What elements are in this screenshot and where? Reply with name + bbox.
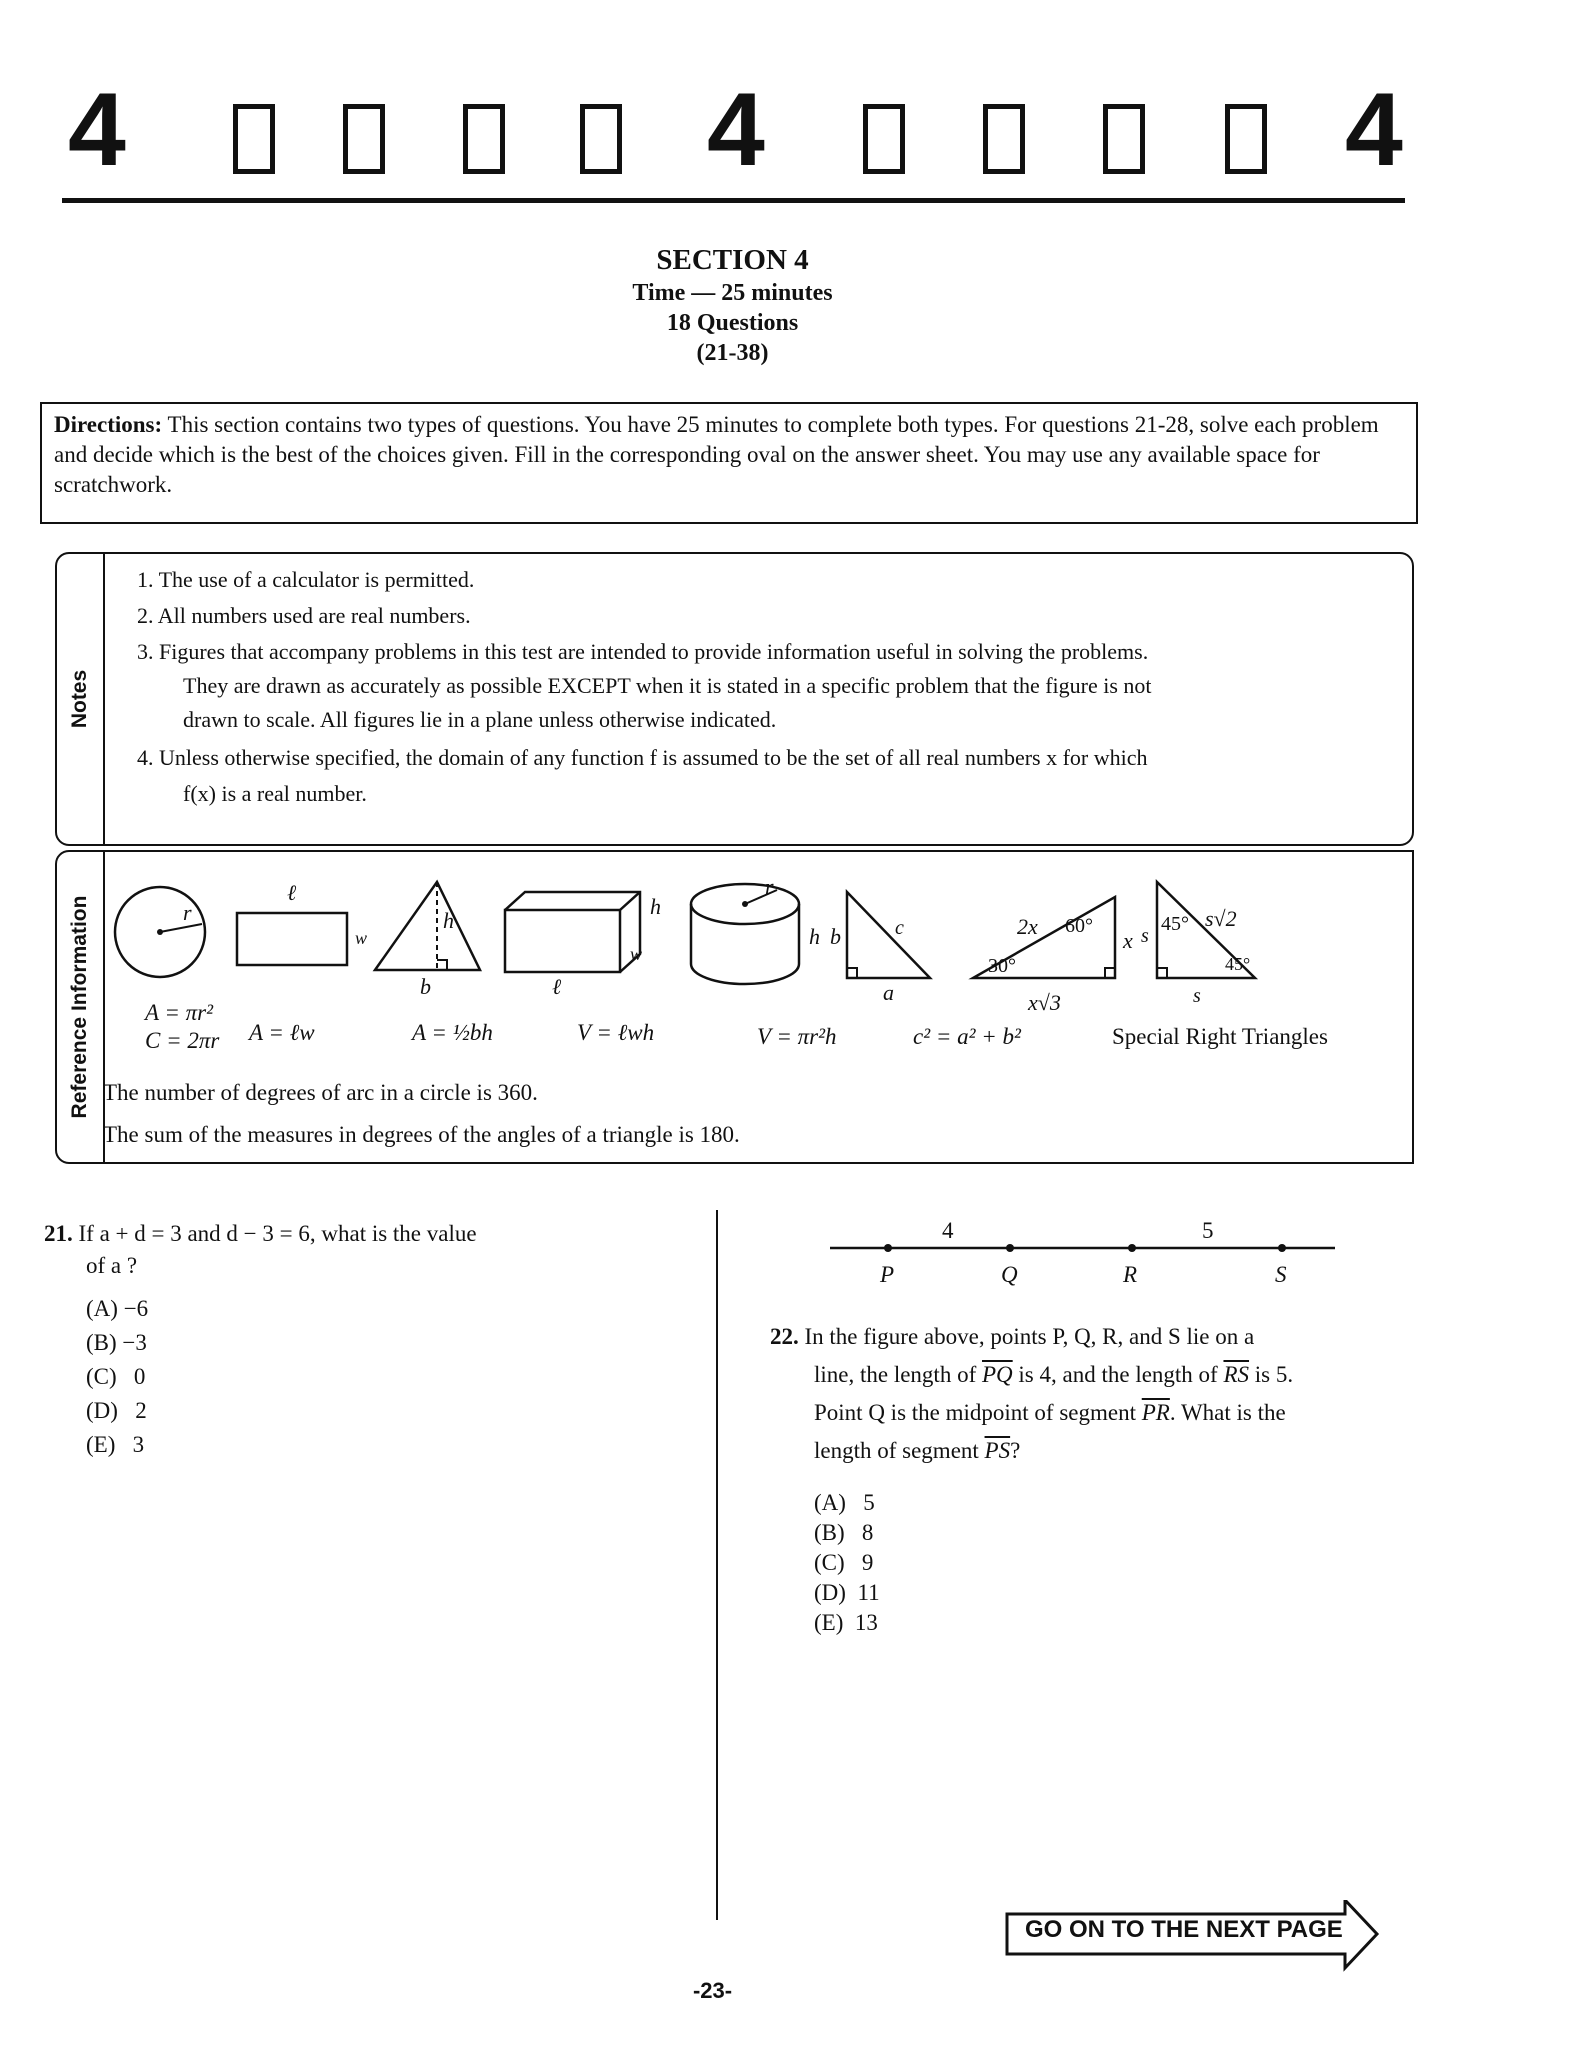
label-h: h: [650, 894, 661, 919]
special-triangles-label: Special Right Triangles: [1112, 1024, 1328, 1049]
directions-label: Directions:: [54, 412, 163, 437]
header-box-icon: [463, 104, 505, 174]
rectangle-figure-icon: [237, 913, 347, 965]
label-b: b: [830, 924, 841, 949]
answer-choice: (D) 11: [814, 1580, 880, 1605]
section-title: SECTION 4: [656, 244, 809, 276]
header-box-icon: [983, 104, 1025, 174]
triangle-area-formula: A = ½bh: [412, 1020, 493, 1045]
box-volume-formula: V = ℓwh: [577, 1020, 655, 1045]
header-box-icon: [863, 104, 905, 174]
point-label: R: [1123, 1262, 1138, 1287]
label-h: h: [443, 908, 454, 933]
header-box-icon: [1103, 104, 1145, 174]
point-label: Q: [1001, 1262, 1018, 1287]
cylinder-volume-formula: V = πr²h: [757, 1024, 837, 1049]
notes-label: Notes: [68, 669, 91, 729]
segment-label-pq: 4: [942, 1218, 954, 1243]
label-r: r: [765, 874, 774, 899]
answer-choice: (E) 13: [814, 1610, 878, 1635]
label-c: c: [895, 917, 904, 939]
circle-circumference-formula: C = 2πr: [145, 1028, 220, 1053]
section-digit: 4: [68, 72, 126, 188]
label-h: h: [809, 924, 820, 949]
label-s: s: [1141, 925, 1149, 947]
note-item: They are drawn as accurately as possible EXCEPT when it is stated in a specific problem that the figure is not: [183, 673, 1152, 698]
pythagorean-formula: c² = a² + b²: [913, 1024, 1021, 1049]
question-stem: If a + d = 3 and d − 3 = 6, what is the value: [78, 1221, 477, 1246]
answer-choice: (C) 9: [814, 1550, 874, 1575]
label-a: a: [883, 980, 894, 1005]
note-item: 1. The use of a calculator is permitted.: [137, 567, 475, 592]
header-box-icon: [233, 104, 275, 174]
label-45: 45°: [1225, 954, 1251, 974]
answer-choice: (A) −6: [86, 1296, 149, 1321]
right-triangle-icon: [847, 892, 930, 978]
reference-fact-circle: The number of degrees of arc in a circle is 360.: [103, 1080, 538, 1105]
answer-choice: (E) 3: [86, 1432, 145, 1457]
label-b: b: [420, 974, 431, 999]
answer-choice: (B) 8: [814, 1520, 874, 1545]
section-range: (21-38): [696, 340, 769, 366]
section-question-count: 18 Questions: [666, 310, 799, 336]
question-stem: of a ?: [86, 1253, 138, 1278]
reference-label: Reference Information: [68, 895, 91, 1119]
label-45: 45°: [1161, 913, 1189, 935]
triangle-figure-icon: [375, 882, 480, 970]
reference-box: [55, 850, 1414, 1164]
label-30: 30°: [988, 955, 1016, 977]
page-number: -23-: [692, 1978, 733, 2003]
next-page-arrow: [1005, 1900, 1380, 1964]
column-divider: [716, 1210, 718, 1920]
note-item: f(x) is a real number.: [183, 781, 367, 806]
question-21: [44, 1218, 684, 1282]
note-item: 4. Unless otherwise specified, the domain of any function f is assumed to be the set of all real numbers x for which: [137, 745, 1148, 770]
point-label: P: [880, 1262, 895, 1287]
label-60: 60°: [1065, 915, 1093, 937]
label-l: ℓ: [552, 974, 562, 999]
section-digit: 4: [707, 72, 765, 188]
notes-box: [55, 552, 1414, 846]
question-number: 22.: [770, 1324, 799, 1349]
note-item: drawn to scale. All figures lie in a plane unless otherwise indicated.: [183, 707, 777, 732]
header-box-icon: [343, 104, 385, 174]
box-figure-icon: [505, 910, 620, 972]
next-page-label: GO ON TO THE NEXT PAGE: [1025, 1916, 1343, 1943]
label-2x: 2x: [1017, 914, 1038, 939]
note-item: 2. All numbers used are real numbers.: [137, 603, 471, 628]
rectangle-area-formula: A = ℓw: [249, 1020, 315, 1045]
note-item: 3. Figures that accompany problems in this test are intended to provide information useful in solving the problems.: [137, 639, 1149, 664]
header-box-icon: [1225, 104, 1267, 174]
header-rule: [62, 198, 1405, 203]
directions-text: This section contains two types of questions. You have 25 minutes to complete both types. For questions 21-28, solve each problem and decide which is the best of the choices given. Fill in the corresponding oval on the answer sheet. You may use any available space for scratchwork.: [54, 412, 1379, 497]
label-x: x: [1123, 928, 1133, 953]
label-l: ℓ: [287, 880, 297, 905]
label-s: s: [1193, 985, 1201, 1007]
answer-choice: (D) 2: [86, 1398, 147, 1423]
point-label: S: [1275, 1262, 1287, 1287]
header-box-icon: [580, 104, 622, 174]
directions-box: [40, 402, 1418, 524]
label-x-root3: x√3: [1028, 990, 1061, 1015]
reference-fact-triangle: The sum of the measures in degrees of the angles of a triangle is 180.: [103, 1122, 740, 1147]
question-number: 21.: [44, 1221, 73, 1246]
label-w: w: [630, 944, 643, 964]
answer-choice: (B) −3: [86, 1330, 147, 1355]
answer-choice: (A) 5: [814, 1490, 875, 1515]
question-22: 22. In the figure above, points P, Q, R, and S lie on a line, the length of $\overline{PQ}$ is 4, and the length of $\overline{RS}$ is 5. Point Q is the midpoint of segment $\overline{PR}$. What is the length of segment $\overline{PS}$?: [770, 1324, 1294, 1463]
label-w: w: [355, 928, 368, 948]
circle-area-formula: A = πr²: [145, 1000, 214, 1025]
answer-choice: (C) 0: [86, 1364, 146, 1389]
label-r: r: [183, 900, 192, 925]
section-time: Time — 25 minutes: [632, 280, 833, 306]
segment-label-rs: 5: [1202, 1218, 1214, 1243]
section-digit: 4: [1345, 72, 1403, 188]
number-line-figure: [820, 1210, 1340, 1300]
label-s-root2: s√2: [1205, 906, 1237, 931]
